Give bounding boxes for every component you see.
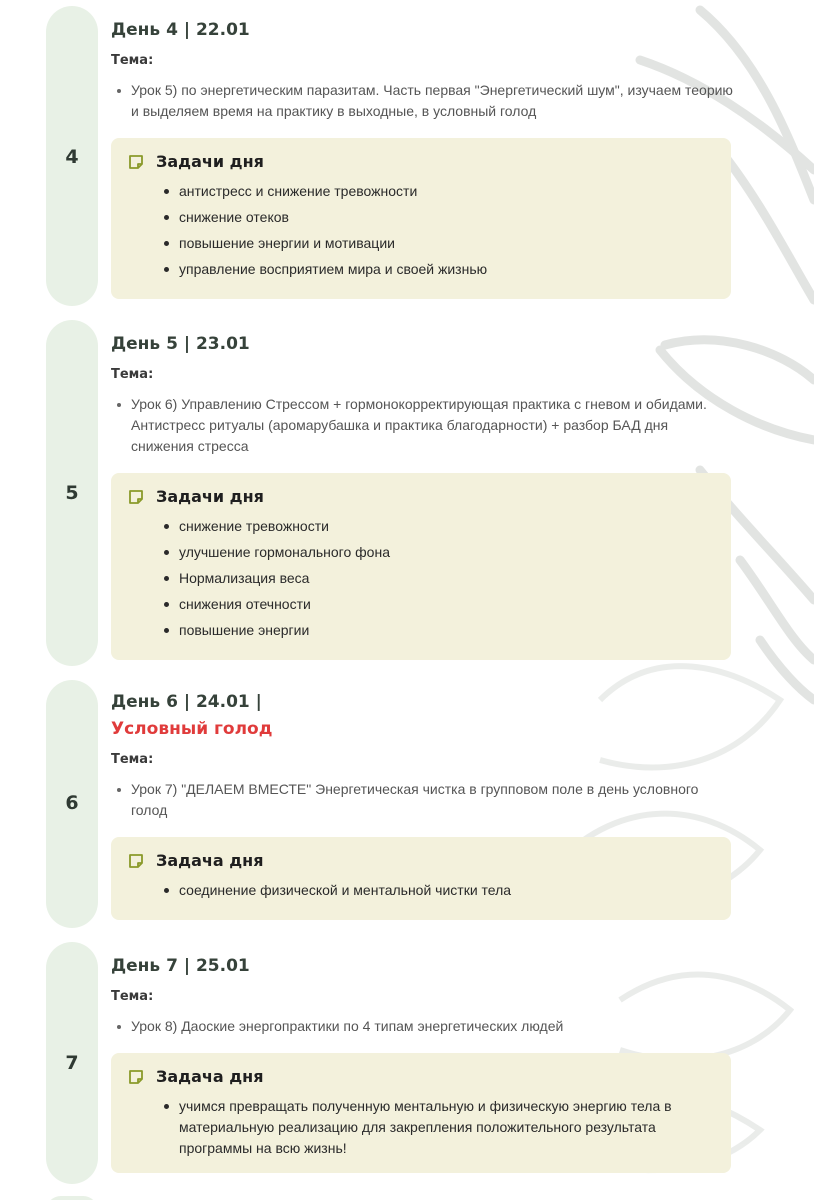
day-number: 7 xyxy=(65,1052,79,1074)
topic-list xyxy=(111,1016,733,1037)
tasks-list xyxy=(128,516,713,641)
tasks-list xyxy=(128,880,713,901)
day-content xyxy=(111,19,733,299)
day-block-7 xyxy=(0,942,814,1184)
tasks-box xyxy=(111,138,731,299)
note-icon xyxy=(128,489,144,505)
topic-item: Урок 6) Управлению Стрессом + гормонокорректирующая практика с гневом и обидами. Антистресс ритуалы (аромарубашка и практика благодарности) + разбор БАД дня снижения стресса xyxy=(131,394,733,457)
day-title: День 5 | 23.01 xyxy=(111,334,250,354)
note-icon xyxy=(128,1069,144,1085)
task-item: антистресс и снижение тревожности xyxy=(179,181,713,202)
task-item: учимся превращать полученную ментальную и физическую энергию тела в материальную реализацию для закрепления положительного результата программы на всю жизнь! xyxy=(179,1096,713,1159)
topic-label: Тема: xyxy=(111,989,154,1004)
topic-label: Тема: xyxy=(111,53,154,68)
day-block-5 xyxy=(0,320,814,666)
task-item: снижения отечности xyxy=(179,594,713,615)
note-icon xyxy=(128,853,144,869)
tasks-header xyxy=(128,487,713,506)
day-number: 4 xyxy=(65,146,79,168)
tasks-header xyxy=(128,1067,713,1086)
task-item: повышение энергии xyxy=(179,620,713,641)
task-item: повышение энергии и мотивации xyxy=(179,233,713,254)
note-icon xyxy=(128,154,144,170)
topic-list xyxy=(111,394,733,457)
day-content xyxy=(111,955,733,1173)
tasks-list xyxy=(128,1096,713,1159)
tasks-title: Задачи дня xyxy=(156,152,264,171)
topic-label: Тема: xyxy=(111,752,154,767)
tasks-header xyxy=(128,851,713,870)
day-block-4 xyxy=(0,6,814,306)
topic-item: Урок 7) "ДЕЛАЕМ ВМЕСТЕ" Энергетическая чистка в групповом поле в день условного голод xyxy=(131,779,733,821)
task-item: соединение физической и ментальной чистки тела xyxy=(179,880,713,901)
tasks-title: Задача дня xyxy=(156,1067,264,1086)
tasks-box xyxy=(111,473,731,660)
topic-item: Урок 8) Даоские энергопрактики по 4 типам энергетических людей xyxy=(131,1016,733,1037)
tasks-box xyxy=(111,1053,731,1173)
day-title: День 7 | 25.01 xyxy=(111,956,250,976)
tasks-title: Задача дня xyxy=(156,851,264,870)
tasks-list xyxy=(128,181,713,280)
day-number: 6 xyxy=(65,792,79,814)
tasks-box xyxy=(111,837,731,920)
day-title: День 6 | 24.01 | xyxy=(111,692,262,712)
topic-list xyxy=(111,80,733,122)
topic-item: Урок 5) по энергетическим паразитам. Часть первая "Энергетический шум", изучаем теорию и выделяем время на практику в выходные, в условный голод xyxy=(131,80,733,122)
topic-label: Тема: xyxy=(111,367,154,382)
task-item: управление восприятием мира и своей жизнью xyxy=(179,259,713,280)
day-number: 5 xyxy=(65,482,79,504)
day-content xyxy=(111,691,733,920)
next-day-pill-partial xyxy=(46,1196,98,1200)
task-item: Нормализация веса xyxy=(179,568,713,589)
task-item: снижение тревожности xyxy=(179,516,713,537)
task-item: улучшение гормонального фона xyxy=(179,542,713,563)
tasks-header xyxy=(128,152,713,171)
day-subtitle: Условный голод xyxy=(111,719,273,739)
topic-list xyxy=(111,779,733,821)
day-title: День 4 | 22.01 xyxy=(111,20,250,40)
day-block-6 xyxy=(0,680,814,928)
day-content xyxy=(111,333,733,660)
tasks-title: Задачи дня xyxy=(156,487,264,506)
task-item: снижение отеков xyxy=(179,207,713,228)
